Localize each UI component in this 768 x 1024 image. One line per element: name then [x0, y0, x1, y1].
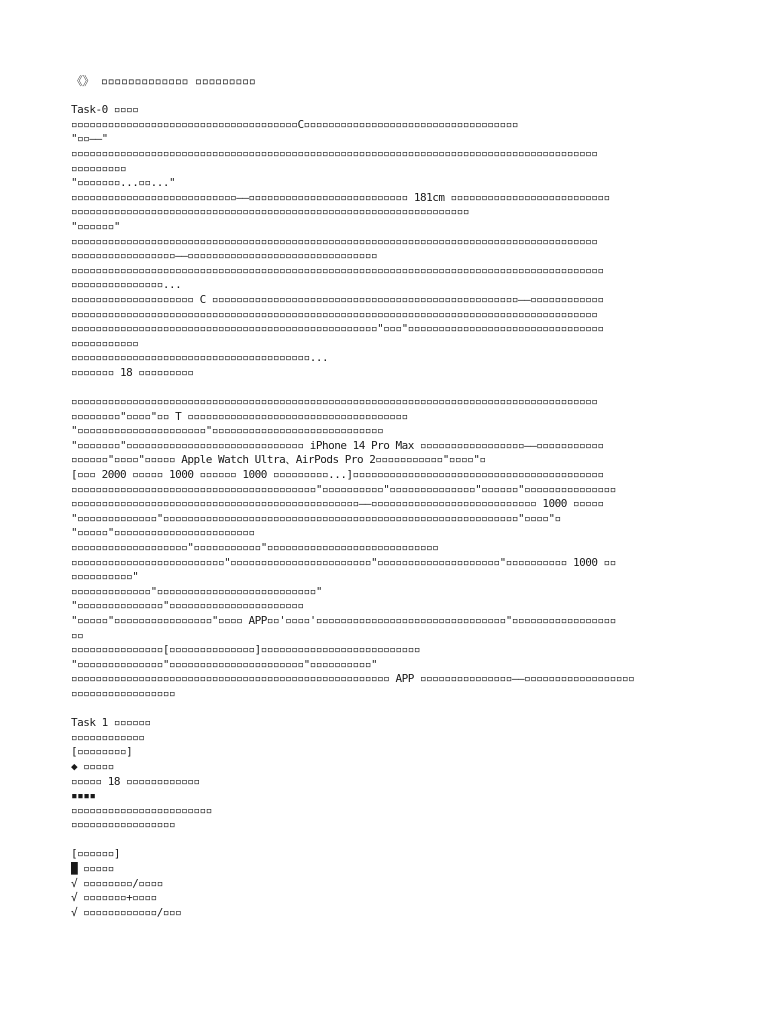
text-line: Task-0 ▫▫▫▫ — [71, 103, 139, 117]
text-line: "▫▫——" — [71, 132, 108, 146]
text-line: ▫▫▫▫▫▫▫▫▫▫▫▫▫"▫▫▫▫▫▫▫▫▫▫▫▫▫▫▫▫▫▫▫▫▫▫▫▫▫▫" — [71, 584, 323, 598]
text-line: 《》 ▫▫▫▫▫▫▫▫▫▫▫▫▫ ▫▫▫▫▫▫▫▫▫ — [71, 74, 256, 88]
paragraph-gap — [71, 89, 711, 104]
paragraph-gap — [71, 380, 711, 395]
text-line: ▫▫▫▫▫▫▫▫▫▫▫▫▫▫▫▫▫▫▫▫▫▫▫▫▫▫▫▫▫▫▫▫▫▫▫▫▫▫▫▫▫▫▫▫▫▫▫——▫▫▫▫▫▫▫▫▫▫▫▫▫▫▫▫▫▫▫▫▫▫▫▫▫▫▫ 1000 ▫▫▫▫▫ — [71, 497, 604, 511]
text-line: ▫▫▫▫▫▫▫▫▫▫▫▫▫▫▫▫▫▫▫▫▫▫▫▫▫▫▫▫▫▫▫▫▫▫▫▫▫▫▫▫▫▫▫▫▫▫▫▫▫▫▫▫ APP ▫▫▫▫▫▫▫▫▫▫▫▫▫▫▫——▫▫▫▫▫▫▫▫▫▫▫▫▫▫▫▫▫▫ — [71, 672, 635, 686]
text-line: [▫▫▫▫▫▫▫▫] — [71, 745, 133, 759]
text-line: ▫▫▫▫▫ 18 ▫▫▫▫▫▫▫▫▫▫▫▫ — [71, 774, 200, 788]
text-line: Task 1 ▫▫▫▫▫▫ — [71, 716, 151, 730]
text-line: ▫▫▫▫▫▫▫▫▫▫▫▫▫▫▫... — [71, 278, 182, 292]
text-line: ▫▫▫▫▫▫▫▫▫▫▫▫▫▫▫▫▫▫▫▫▫▫▫▫▫"▫▫▫▫▫▫▫▫▫▫▫▫▫▫▫▫▫▫▫▫▫▫▫"▫▫▫▫▫▫▫▫▫▫▫▫▫▫▫▫▫▫▫▫"▫▫▫▫▫▫▫▫▫▫ 1000 ▫▫ — [71, 555, 616, 569]
text-line: █ ▫▫▫▫▫ — [71, 862, 114, 876]
text-line: ▫▫▫▫▫▫▫▫▫▫▫▫▫▫▫▫▫▫▫▫▫▫▫▫▫▫▫▫▫▫▫▫▫▫▫▫▫C▫▫▫▫▫▫▫▫▫▫▫▫▫▫▫▫▫▫▫▫▫▫▫▫▫▫▫▫▫▫▫▫▫▫▫ — [71, 117, 518, 131]
text-line: "▫▫▫▫▫"▫▫▫▫▫▫▫▫▫▫▫▫▫▫▫▫▫▫▫▫▫▫▫ — [71, 526, 255, 540]
text-line: ▫▫▫▫▫▫▫▫▫▫▫▫▫▫▫▫▫▫▫▫▫▫▫▫▫▫▫▫▫▫▫▫▫▫▫▫▫▫▫▫▫▫▫▫▫▫▫▫▫▫▫▫▫▫▫▫▫▫▫▫▫▫▫▫▫▫▫▫▫▫▫▫▫▫▫▫▫▫▫▫▫▫▫▫▫▫ — [71, 234, 598, 248]
text-line: ▫▫▫▫▫▫▫▫▫▫▫▫▫▫▫▫▫▫▫▫ C ▫▫▫▫▫▫▫▫▫▫▫▫▫▫▫▫▫▫▫▫▫▫▫▫▫▫▫▫▫▫▫▫▫▫▫▫▫▫▫▫▫▫▫▫▫▫▫▫▫▫——▫▫▫▫▫▫▫▫▫▫▫▫ — [71, 292, 604, 306]
text-line: ▫▫▫▫▫▫▫▫▫▫▫▫▫▫▫▫▫ — [71, 818, 176, 832]
text-line: ▫▫▫▫▫▫▫▫▫▫▫▫ — [71, 730, 145, 744]
text-line: ▫▫ — [71, 628, 84, 642]
text-line: "▫▫▫▫▫▫▫▫▫▫▫▫▫"▫▫▫▫▫▫▫▫▫▫▫▫▫▫▫▫▫▫▫▫▫▫▫▫▫▫▫▫▫▫▫▫▫▫▫▫▫▫▫▫▫▫▫▫▫▫▫▫▫▫▫▫▫▫▫▫▫▫"▫▫▫▫"▫ — [71, 511, 561, 525]
text-line: ▫▫▫▫▫▫▫▫▫▫▫▫▫▫▫▫▫▫▫▫▫▫▫▫▫▫▫▫▫▫▫▫▫▫▫▫▫▫▫▫▫▫▫▫▫▫▫▫▫▫▫▫▫▫▫▫▫▫▫▫▫▫▫▫▫▫▫▫▫▫▫▫▫▫▫▫▫▫▫▫▫▫▫▫▫▫ — [71, 395, 598, 409]
section-task-0-part-2 — [71, 395, 711, 701]
text-line: ▫▫▫▫▫▫▫▫▫▫▫ — [71, 336, 139, 350]
text-line: ▫▫▫▫▫▫▫▫▫▫▫▫▫▫▫▫▫▫▫▫▫▫▫▫▫▫▫▫▫▫▫▫▫▫▫▫▫▫▫▫▫▫▫▫▫▫▫▫▫▫▫▫▫▫▫▫▫▫▫▫▫▫▫▫▫▫▫▫▫▫▫▫▫▫▫▫▫▫▫▫▫▫▫▫▫▫▫ — [71, 263, 604, 277]
text-line: ▫▫▫▫▫▫"▫▫▫▫"▫▫▫▫▫ Apple Watch Ultra、AirPods Pro 2▫▫▫▫▫▫▫▫▫▫▫"▫▫▫▫"▫ — [71, 453, 486, 467]
text-line: √ ▫▫▫▫▫▫▫+▫▫▫▫ — [71, 891, 157, 905]
text-line: ▫▫▫▫▫▫▫▫▫▫" — [71, 570, 139, 584]
text-line: ▫▫▫▫▫▫▫▫▫▫▫▫▫▫▫▫▫▫▫▫▫▫▫▫▫▫▫——▫▫▫▫▫▫▫▫▫▫▫▫▫▫▫▫▫▫▫▫▫▫▫▫▫▫ 181cm ▫▫▫▫▫▫▫▫▫▫▫▫▫▫▫▫▫▫▫▫▫▫▫▫▫▫ — [71, 190, 610, 204]
text-line: "▫▫▫▫▫▫▫...▫▫..." — [71, 176, 176, 190]
text-line: ▫▫▫▫▫▫▫▫"▫▫▫▫"▫▫ T ▫▫▫▫▫▫▫▫▫▫▫▫▫▫▫▫▫▫▫▫▫▫▫▫▫▫▫▫▫▫▫▫▫▫▫▫ — [71, 409, 408, 423]
text-line: ▫▫▫▫▫▫▫▫▫▫▫▫▫▫▫▫▫▫▫▫▫▫▫▫▫▫▫▫▫▫▫▫▫▫▫▫▫▫▫▫▫▫▫▫▫▫▫▫▫▫"▫▫▫"▫▫▫▫▫▫▫▫▫▫▫▫▫▫▫▫▫▫▫▫▫▫▫▫▫▫▫▫▫▫▫▫ — [71, 322, 604, 336]
text-line: "▫▫▫▫▫▫" — [71, 219, 120, 233]
text-line: "▫▫▫▫▫▫▫▫▫▫▫▫▫▫"▫▫▫▫▫▫▫▫▫▫▫▫▫▫▫▫▫▫▫▫▫▫"▫▫▫▫▫▫▫▫▫▫" — [71, 657, 378, 671]
text-line: ▫▫▫▫▫▫▫▫▫ — [71, 161, 127, 175]
text-line: ▫▫▫▫▫▫▫▫▫▫▫▫▫▫▫▫▫ — [71, 686, 176, 700]
section-task-0 — [71, 103, 711, 380]
text-line: √ ▫▫▫▫▫▫▫▫/▫▫▫▫ — [71, 876, 163, 890]
paragraph-gap — [71, 702, 711, 717]
text-line: ▫▫▫▫▫▫▫▫▫▫▫▫▫▫▫▫▫▫▫▫▫▫▫ — [71, 803, 212, 817]
text-line: "▫▫▫▫▫▫▫▫▫▫▫▫▫▫▫▫▫▫▫▫▫"▫▫▫▫▫▫▫▫▫▫▫▫▫▫▫▫▫▫▫▫▫▫▫▫▫▫▫▫ — [71, 424, 384, 438]
text-line: ▫▫▫▫▫▫▫ 18 ▫▫▫▫▫▫▫▫▫ — [71, 365, 194, 379]
text-line: "▫▫▫▫▫"▫▫▫▫▫▫▫▫▫▫▫▫▫▫▫▫"▫▫▫▫ APP▫▫'▫▫▫▫'▫▫▫▫▫▫▫▫▫▫▫▫▫▫▫▫▫▫▫▫▫▫▫▫▫▫▫▫▫▫▫"▫▫▫▫▫▫▫▫▫▫▫▫▫▫▫▫▫ — [71, 613, 616, 627]
text-line: ▫▫▫▫▫▫▫▫▫▫▫▫▫▫▫▫▫▫▫▫▫▫▫▫▫▫▫▫▫▫▫▫▫▫▫▫▫▫▫... — [71, 351, 329, 365]
text-line: [▫▫▫ 2000 ▫▫▫▫▫ 1000 ▫▫▫▫▫▫ 1000 ▫▫▫▫▫▫▫▫▫...]▫▫▫▫▫▫▫▫▫▫▫▫▫▫▫▫▫▫▫▫▫▫▫▫▫▫▫▫▫▫▫▫▫▫▫▫▫▫▫▫▫ — [71, 468, 604, 482]
section-intro — [71, 74, 711, 89]
section-task-1 — [71, 716, 711, 833]
text-line: [▫▫▫▫▫▫] — [71, 847, 120, 861]
paragraph-gap — [71, 833, 711, 848]
text-line: ▫▫▫▫▫▫▫▫▫▫▫▫▫▫▫▫▫▫▫▫▫▫▫▫▫▫▫▫▫▫▫▫▫▫▫▫▫▫▫▫"▫▫▫▫▫▫▫▫▫▫"▫▫▫▫▫▫▫▫▫▫▫▫▫▫"▫▫▫▫▫▫"▫▫▫▫▫▫▫▫▫▫▫▫▫▫▫ — [71, 482, 616, 496]
text-line: ◆ ▫▫▫▫▫ — [71, 759, 114, 773]
text-line: ▫▫▫▫▫▫▫▫▫▫▫▫▫▫▫▫▫▫▫▫▫▫▫▫▫▫▫▫▫▫▫▫▫▫▫▫▫▫▫▫▫▫▫▫▫▫▫▫▫▫▫▫▫▫▫▫▫▫▫▫▫▫▫▫▫▫▫▫▫▫▫▫▫▫▫▫▫▫▫▫▫▫▫▫▫▫ — [71, 146, 598, 160]
text-line: ▫▫▫▫▫▫▫▫▫▫▫▫▫▫▫▫▫——▫▫▫▫▫▫▫▫▫▫▫▫▫▫▫▫▫▫▫▫▫▫▫▫▫▫▫▫▫▫▫ — [71, 249, 378, 263]
text-line: "▫▫▫▫▫▫▫"▫▫▫▫▫▫▫▫▫▫▫▫▫▫▫▫▫▫▫▫▫▫▫▫▫▫▫▫▫ iPhone 14 Pro Max ▫▫▫▫▫▫▫▫▫▫▫▫▫▫▫▫▫——▫▫▫▫▫▫▫▫▫▫▫ — [71, 438, 604, 452]
document-body — [71, 74, 711, 920]
text-line: ▪▪▪▪ — [71, 789, 96, 803]
text-line: ▫▫▫▫▫▫▫▫▫▫▫▫▫▫▫▫▫▫▫▫▫▫▫▫▫▫▫▫▫▫▫▫▫▫▫▫▫▫▫▫▫▫▫▫▫▫▫▫▫▫▫▫▫▫▫▫▫▫▫▫▫▫▫▫▫ — [71, 205, 469, 219]
text-line: "▫▫▫▫▫▫▫▫▫▫▫▫▫▫"▫▫▫▫▫▫▫▫▫▫▫▫▫▫▫▫▫▫▫▫▫▫ — [71, 599, 304, 613]
text-line: √ ▫▫▫▫▫▫▫▫▫▫▫▫/▫▫▫ — [71, 905, 182, 919]
text-line: ▫▫▫▫▫▫▫▫▫▫▫▫▫▫▫[▫▫▫▫▫▫▫▫▫▫▫▫▫▫]▫▫▫▫▫▫▫▫▫▫▫▫▫▫▫▫▫▫▫▫▫▫▫▫▫▫ — [71, 643, 420, 657]
text-line: ▫▫▫▫▫▫▫▫▫▫▫▫▫▫▫▫▫▫▫"▫▫▫▫▫▫▫▫▫▫▫"▫▫▫▫▫▫▫▫▫▫▫▫▫▫▫▫▫▫▫▫▫▫▫▫▫▫▫▫ — [71, 541, 439, 554]
section-task-1-checklist — [71, 847, 711, 920]
text-line: ▫▫▫▫▫▫▫▫▫▫▫▫▫▫▫▫▫▫▫▫▫▫▫▫▫▫▫▫▫▫▫▫▫▫▫▫▫▫▫▫▫▫▫▫▫▫▫▫▫▫▫▫▫▫▫▫▫▫▫▫▫▫▫▫▫▫▫▫▫▫▫▫▫▫▫▫▫▫▫▫▫▫▫▫▫▫ — [71, 307, 598, 321]
